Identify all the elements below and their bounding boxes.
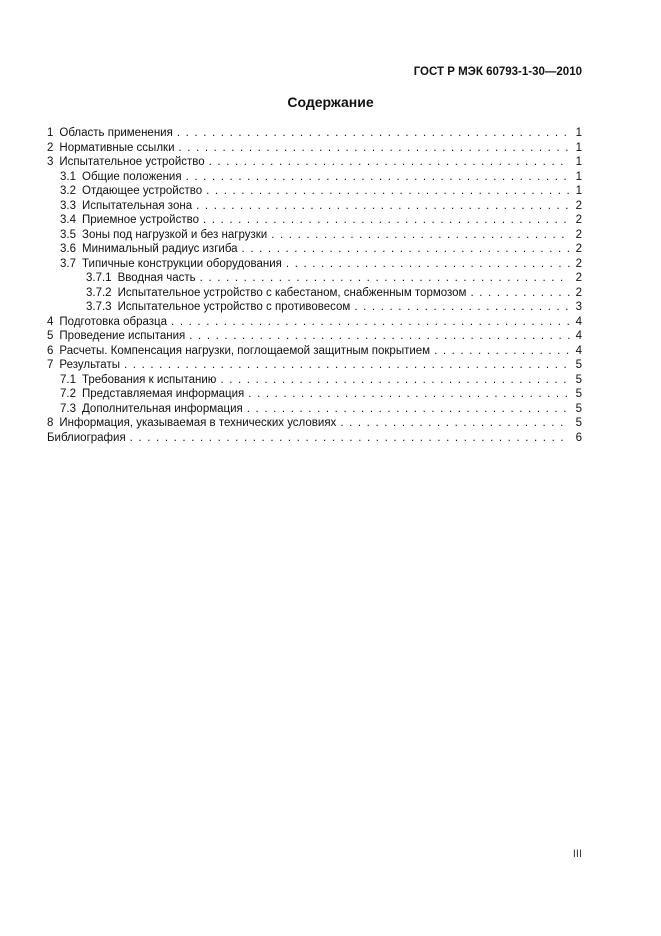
toc-entry-number: 3.7.1 <box>86 272 112 284</box>
toc-entry <box>47 199 582 214</box>
dot-leader <box>203 213 570 228</box>
dot-leader <box>177 126 570 141</box>
toc-entry <box>47 213 582 228</box>
toc-entry-label: Испытательное устройство с противовесом <box>117 301 351 313</box>
toc-entry-number: 3.4 <box>60 214 76 226</box>
toc-entry-label: Общие положения <box>82 170 182 183</box>
toc-entry-page-number: 1 <box>575 156 582 168</box>
toc-entry <box>47 170 582 185</box>
dot-leader <box>286 257 570 272</box>
toc-entry-label: Библиография <box>47 431 126 444</box>
dot-leader <box>354 300 570 315</box>
dot-leader <box>220 373 570 388</box>
toc-entry-number: 3.7.2 <box>86 286 112 299</box>
dot-leader <box>186 170 570 185</box>
toc-entry-page-number: 2 <box>575 228 582 241</box>
dot-leader <box>196 199 570 214</box>
toc-entry-label: Результаты <box>59 359 120 371</box>
toc-entry <box>47 184 582 199</box>
toc-entry-label: Типичные конструкции оборудования <box>82 257 282 270</box>
toc-entry <box>47 286 582 301</box>
toc-entry <box>47 344 582 359</box>
toc-entry-label: Информация, указываемая в технических условиях <box>59 417 337 429</box>
page-folio-number: III <box>572 848 582 860</box>
toc-entry <box>47 271 582 286</box>
toc-entry-page-number: 2 <box>575 286 582 299</box>
toc-entry-label: Зоны под нагрузкой и без нагрузки <box>82 228 268 241</box>
toc-entry-label: Вводная часть <box>117 272 196 284</box>
toc-entry-number: 5 <box>47 330 54 342</box>
table-of-contents <box>47 126 582 445</box>
toc-entry-number: 3.7 <box>60 257 76 270</box>
toc-entry-number: 7.1 <box>60 373 76 386</box>
toc-entry-label: Подготовка образца <box>59 315 168 328</box>
toc-entry <box>47 315 582 330</box>
dot-leader <box>470 286 570 301</box>
toc-entry-label: Требования к испытанию <box>82 373 217 386</box>
toc-entry <box>47 431 582 446</box>
toc-entry-label: Минимальный радиус изгиба <box>82 243 238 255</box>
dot-leader <box>271 228 570 243</box>
dot-leader <box>434 344 570 359</box>
toc-entry-number: 1 <box>47 127 54 139</box>
toc-entry <box>47 329 582 344</box>
running-header: ГОСТ Р МЭК 60793-1-30—2010 <box>413 66 582 78</box>
page-title: Содержание <box>287 94 374 110</box>
toc-entry-label: Нормативные ссылки <box>59 141 175 154</box>
toc-entry <box>47 387 582 402</box>
toc-entry-number: 7 <box>47 359 54 371</box>
dot-leader <box>242 242 570 257</box>
toc-entry-label: Дополнительная информация <box>82 402 243 415</box>
dot-leader <box>171 315 570 330</box>
toc-entry <box>47 257 582 272</box>
toc-entry-label: Проведение испытания <box>59 330 186 342</box>
toc-entry-label: Приемное устройство <box>82 214 199 226</box>
toc-entry-label: Отдающее устройство <box>82 185 203 197</box>
toc-entry-number: 7.2 <box>60 388 76 400</box>
toc-entry-label: Область применения <box>59 127 173 139</box>
toc-entry-page-number: 5 <box>575 373 582 386</box>
toc-entry-page-number: 2 <box>575 272 582 284</box>
toc-entry-page-number: 2 <box>575 257 582 270</box>
toc-entry <box>47 126 582 141</box>
dot-leader <box>247 402 570 417</box>
dot-leader <box>130 431 570 446</box>
toc-entry <box>47 300 582 315</box>
dot-leader <box>340 416 570 431</box>
toc-entry-number: 6 <box>47 344 54 357</box>
toc-entry-page-number: 5 <box>575 402 582 415</box>
toc-entry-number: 7.3 <box>60 402 76 415</box>
toc-entry-page-number: 2 <box>575 214 582 226</box>
dot-leader <box>209 155 570 170</box>
toc-entry <box>47 155 582 170</box>
toc-entry <box>47 402 582 417</box>
toc-entry-number: 2 <box>47 141 54 154</box>
toc-entry-label: Испытательное устройство <box>59 156 205 168</box>
toc-entry-page-number: 1 <box>575 185 582 197</box>
dot-leader <box>206 184 570 199</box>
dot-leader <box>179 141 571 156</box>
toc-entry-page-number: 5 <box>575 359 582 371</box>
toc-entry-page-number: 2 <box>575 199 582 212</box>
toc-entry <box>47 416 582 431</box>
toc-entry-number: 3.7.3 <box>86 301 112 313</box>
toc-entry <box>47 228 582 243</box>
dot-leader <box>200 271 570 286</box>
toc-entry-page-number: 3 <box>575 301 582 313</box>
toc-entry-number: 3.6 <box>60 243 76 255</box>
toc-entry-number: 3.2 <box>60 185 76 197</box>
toc-entry-page-number: 4 <box>575 344 582 357</box>
toc-entry-page-number: 6 <box>575 431 582 444</box>
toc-entry-page-number: 4 <box>575 330 582 342</box>
toc-entry-number: 8 <box>47 417 54 429</box>
toc-entry <box>47 141 582 156</box>
toc-entry-page-number: 5 <box>575 388 582 400</box>
toc-entry-label: Представляемая информация <box>82 388 245 400</box>
toc-entry-number: 4 <box>47 315 54 328</box>
toc-entry-number: 3.3 <box>60 199 76 212</box>
toc-entry-page-number: 5 <box>575 417 582 429</box>
toc-entry-page-number: 2 <box>575 243 582 255</box>
toc-entry <box>47 373 582 388</box>
toc-entry-label: Расчеты. Компенсация нагрузки, поглощаемой защитным покрытием <box>59 344 431 357</box>
toc-entry-number: 3.5 <box>60 228 76 241</box>
dot-leader <box>189 329 570 344</box>
dot-leader <box>248 387 570 402</box>
toc-entry-page-number: 1 <box>575 170 582 183</box>
toc-entry-label: Испытательная зона <box>82 199 193 212</box>
toc-entry-page-number: 4 <box>575 315 582 328</box>
toc-entry-page-number: 1 <box>575 127 582 139</box>
toc-entry-number: 3.1 <box>60 170 76 183</box>
toc-entry-label: Испытательное устройство с кабестаном, снабженным тормозом <box>117 286 467 299</box>
toc-entry <box>47 358 582 373</box>
toc-entry-page-number: 1 <box>575 141 582 154</box>
dot-leader <box>124 358 570 373</box>
toc-entry-number: 3 <box>47 156 54 168</box>
toc-entry <box>47 242 582 257</box>
